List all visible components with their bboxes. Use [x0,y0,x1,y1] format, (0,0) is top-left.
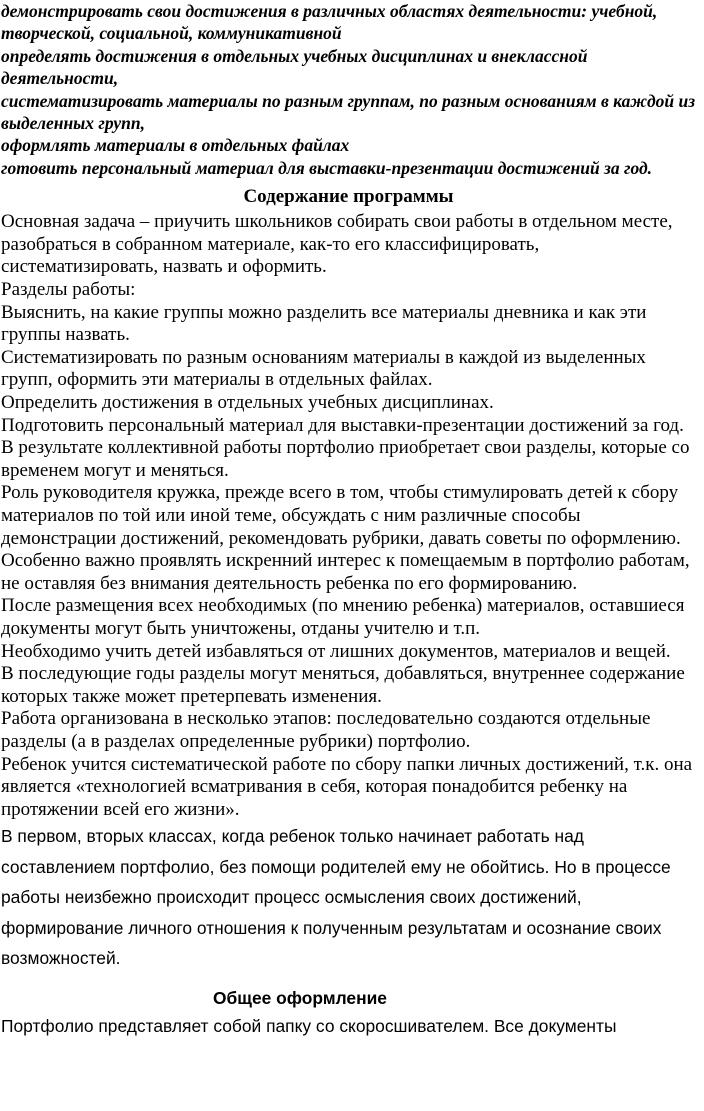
objective-item: систематизировать материалы по разным группам, по разным основаниям в каждой из выделенных групп, [1,90,696,134]
first-grades-paragraph [1,821,696,974]
paragraph: В результате коллективной работы портфолио приобретает свои разделы, которые со временем могут и меняться. [1,437,690,481]
program-content-body [1,211,696,821]
paragraph: В последующие годы разделы могут меняться, добавляться, внутреннее содержание которых также может претерпевать изменения. [1,663,685,707]
paragraph: Подготовить персональный материал для выставки-презентации достижений за год. [1,414,684,436]
paragraph: В первом, вторых классах, когда ребенок только начинает работать над составлением портфолио, без помощи родителей ему не обойтись. Но в процессе работы неизбежно происходит процесс осмысления своих достижений, формирование личного отношения к полученным результатам и осознание своих возможностей. [1,826,671,969]
paragraph: Определить достижения в отдельных учебных дисциплинах. [1,392,494,413]
section-heading-program-content: Содержание программы [243,186,454,208]
objectives-list [1,0,696,179]
paragraph: Особенно важно проявлять искренний интерес к помещаемым в портфолио работам, не оставляя без внимания деятельность ребенка по его формированию. [1,550,690,594]
objective-item: готовить персональный материал для выставки-презентации достижений за год. [1,157,653,178]
objective-item: оформлять материалы в отдельных файлах [1,135,350,156]
paragraph: Работа организована в несколько этапов: последовательно создаются отдельные разделы (а в разделах определенные рубрики) портфолио. [1,708,651,752]
paragraph: Необходимо учить детей избавляться от лишних документов, материалов и вещей. [1,640,671,662]
paragraph: Выяснить, на какие группы можно разделить все материалы дневника и как эти группы назвать. [1,301,647,346]
paragraph: Роль руководителя кружка, прежде всего в том, чтобы стимулировать детей к сбору материалов по той или иной теме, обсуждать с ним различные способы демонстрации достижений, рекомендовать рубрики, давать советы по оформлению. [1,482,681,549]
paragraph: После размещения всех необходимых (по мнению ребенка) материалов, оставшиеся документы могут быть уничтожены, отданы учителю и т.п. [1,595,685,639]
paragraph: Разделы работы: [1,279,136,301]
objective-item: демонстрировать свои достижения в различных областях деятельности: учебной, творческой, социальной, коммуникативной [1,1,658,44]
paragraph: Портфолио представляет собой папку со скоросшивателем. Все документы [1,1015,617,1036]
section-heading-general-design: Общее оформление [213,987,387,1008]
paragraph: Ребенок учится систематической работе по сбору папки личных достижений, т.к. она является «технологией всматривания в себя, которая понадобится ребенку на протяжении всей его жизни». [1,753,693,820]
paragraph: Систематизировать по разным основаниям материалы в каждой из выделенных групп, оформить эти материалы в отдельных файлах. [1,346,646,391]
paragraph: Основная задача – приучить школьников собирать свои работы в отдельном месте, разобраться в собранном материале, как-то его классифицировать, систематизировать, назвать и оформить. [1,211,673,278]
objective-item: определять достижения в отдельных учебных дисциплинах и внеклассной деятельности, [1,45,588,89]
